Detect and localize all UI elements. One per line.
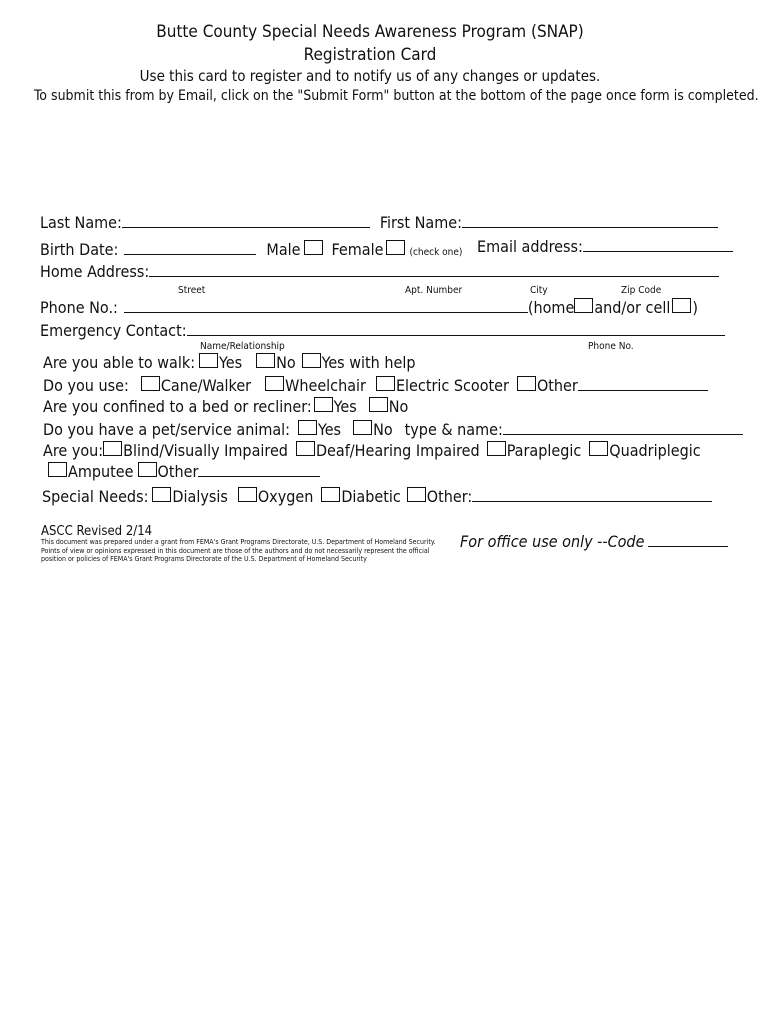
amputee-label: Amputee	[68, 462, 134, 481]
blind-label: Blind/Visually Impaired	[123, 441, 288, 460]
emergency-field[interactable]	[187, 320, 725, 336]
condition-other-checkbox[interactable]	[138, 462, 157, 477]
last-name-field[interactable]	[122, 212, 370, 228]
pet-type-name-field[interactable]	[503, 419, 743, 435]
bed-label: Are you confined to a bed or recliner:	[43, 397, 312, 416]
city-sublabel: City	[530, 285, 548, 296]
fema-disclaimer: This document was prepared under a grant from FEMA's Grant Programs Directorate, U.S. Department of Homeland Security. Points of view or opinions expressed in this document are those of the authors and do not necessarily represent the official position or policies of FEMA's Grant Programs Directorate of the U.S. Department of Homeland Security	[41, 538, 436, 563]
office-use-label: For office use only --Code	[460, 532, 645, 551]
male-label: Male	[266, 240, 301, 259]
phone-home-checkbox[interactable]	[574, 298, 593, 313]
name-row	[40, 212, 718, 232]
condition-other-label: Other	[157, 462, 199, 481]
form-title: Butte County Special Needs Awareness Program (SNAP)	[156, 22, 584, 42]
pet-type-name-label: type & name:	[404, 420, 503, 439]
pet-yes-checkbox[interactable]	[298, 420, 317, 435]
emergency-row	[40, 320, 725, 340]
paraplegic-label: Paraplegic	[506, 441, 582, 460]
condition-other-field[interactable]	[198, 461, 320, 477]
walk-label: Are you able to walk:	[43, 353, 196, 372]
walk-no-checkbox[interactable]	[256, 353, 275, 368]
female-checkbox[interactable]	[386, 240, 405, 255]
walk-yes-checkbox[interactable]	[199, 353, 218, 368]
condition-row-1	[43, 441, 701, 460]
quadriplegic-checkbox[interactable]	[589, 441, 608, 456]
special-needs-label: Special Needs:	[42, 487, 149, 506]
phone-cell-label: and/or cell	[594, 298, 671, 317]
name-relationship-sublabel: Name/Relationship	[200, 341, 285, 352]
use-label: Do you use:	[43, 376, 129, 395]
blind-checkbox[interactable]	[103, 441, 122, 456]
instruction-line-1: Use this card to register and to notify us of any changes or updates.	[139, 67, 601, 85]
phone-cell-checkbox[interactable]	[672, 298, 691, 313]
male-checkbox[interactable]	[304, 240, 323, 255]
special-needs-row	[42, 486, 712, 506]
bed-no-checkbox[interactable]	[369, 397, 388, 412]
last-name-label: Last Name:	[40, 213, 122, 232]
email-field[interactable]	[583, 236, 733, 252]
oxygen-label: Oxygen	[257, 487, 314, 506]
condition-row-2	[48, 461, 320, 481]
female-label: Female	[331, 240, 384, 259]
paraplegic-checkbox[interactable]	[487, 441, 506, 456]
email-row	[477, 236, 733, 256]
phone-sublabel: Phone No.	[588, 341, 634, 352]
zip-sublabel: Zip Code	[621, 285, 662, 296]
bed-yes-checkbox[interactable]	[314, 397, 333, 412]
diabetic-label: Diabetic	[341, 487, 401, 506]
birth-date-label: Birth Date:	[40, 240, 119, 259]
phone-field[interactable]	[124, 297, 528, 313]
form-subtitle: Registration Card	[303, 45, 437, 65]
bed-yes-label: Yes	[333, 397, 357, 416]
walk-no-label: No	[276, 353, 296, 372]
phone-label: Phone No.:	[40, 298, 118, 317]
oxygen-checkbox[interactable]	[238, 487, 257, 502]
pet-no-checkbox[interactable]	[353, 420, 372, 435]
emergency-label: Emergency Contact:	[40, 321, 187, 340]
walk-help-label: Yes with help	[321, 353, 416, 372]
walk-row	[43, 353, 415, 372]
condition-label: Are you:	[43, 441, 104, 460]
phone-close-paren: )	[692, 298, 698, 317]
use-other-label: Other	[536, 376, 578, 395]
dialysis-label: Dialysis	[172, 487, 228, 506]
amputee-checkbox[interactable]	[48, 462, 67, 477]
special-other-checkbox[interactable]	[407, 487, 426, 502]
pet-yes-label: Yes	[318, 420, 342, 439]
deaf-checkbox[interactable]	[296, 441, 315, 456]
cane-walker-label: Cane/Walker	[160, 376, 252, 395]
home-address-row	[40, 261, 719, 281]
pet-label: Do you have a pet/service animal:	[43, 420, 291, 439]
first-name-label: First Name:	[379, 213, 462, 232]
street-sublabel: Street	[178, 285, 206, 296]
birth-date-field[interactable]	[124, 239, 256, 255]
instruction-line-2: To submit this from by Email, click on the "Submit Form" button at the bottom of the page once form is completed.	[34, 88, 759, 104]
electric-scooter-checkbox[interactable]	[376, 376, 395, 391]
birth-row	[40, 239, 462, 259]
apt-sublabel: Apt. Number	[405, 285, 463, 296]
home-address-field[interactable]	[149, 261, 719, 277]
check-one-note: (check one)	[409, 247, 463, 258]
walk-help-checkbox[interactable]	[302, 353, 321, 368]
revision-note: ASCC Revised 2/14	[41, 524, 153, 539]
deaf-label: Deaf/Hearing Impaired	[315, 441, 480, 460]
first-name-field[interactable]	[462, 212, 718, 228]
bed-no-label: No	[388, 397, 409, 416]
home-address-label: Home Address:	[40, 262, 150, 281]
cane-walker-checkbox[interactable]	[141, 376, 160, 391]
email-label: Email address:	[477, 237, 583, 256]
office-use-row	[460, 531, 728, 551]
use-other-field[interactable]	[578, 375, 708, 391]
use-row	[43, 375, 708, 395]
office-use-code-field	[648, 531, 728, 547]
special-other-field[interactable]	[472, 486, 712, 502]
walk-yes-label: Yes	[219, 353, 243, 372]
pet-no-label: No	[373, 420, 393, 439]
bed-row	[43, 397, 408, 416]
pet-row	[43, 419, 743, 439]
phone-row	[40, 297, 698, 317]
phone-home-label: (home	[527, 298, 575, 317]
wheelchair-checkbox[interactable]	[265, 376, 284, 391]
electric-scooter-label: Electric Scooter	[395, 376, 509, 395]
quadriplegic-label: Quadriplegic	[609, 441, 701, 460]
special-other-label: Other:	[426, 487, 473, 506]
use-other-checkbox[interactable]	[517, 376, 536, 391]
dialysis-checkbox[interactable]	[152, 487, 171, 502]
diabetic-checkbox[interactable]	[321, 487, 340, 502]
wheelchair-label: Wheelchair	[285, 376, 366, 395]
